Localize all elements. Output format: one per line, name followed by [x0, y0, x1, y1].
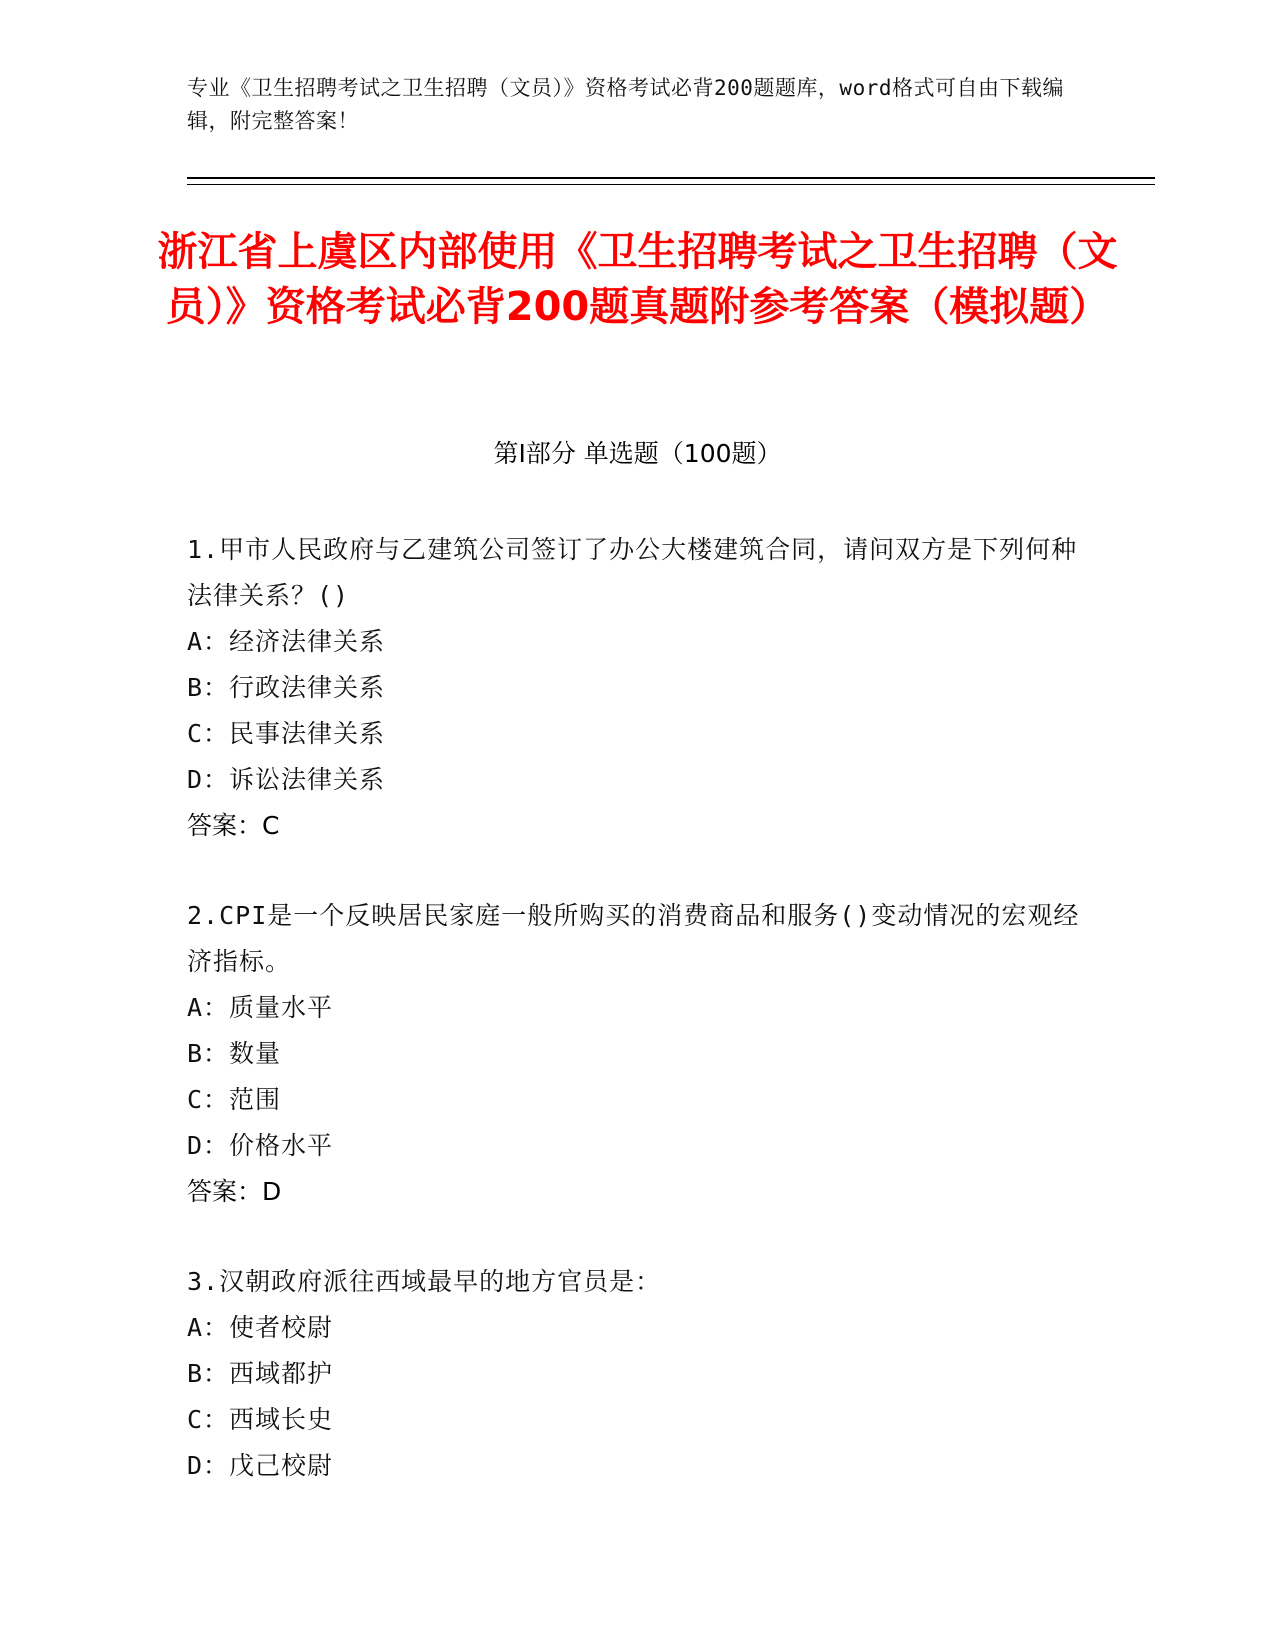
header-divider [187, 177, 1155, 179]
option-a: A：经济法律关系 [187, 627, 386, 656]
option-a: A：质量水平 [187, 993, 334, 1022]
option-b: B：数量 [187, 1039, 282, 1068]
question-stem: 3.汉朝政府派往西域最早的地方官员是： [187, 1267, 662, 1296]
option-b: B：行政法律关系 [187, 673, 386, 702]
answer: 答案：D [187, 1177, 282, 1206]
option-a: A：使者校尉 [187, 1313, 334, 1342]
question-1 [187, 527, 1087, 849]
option-d: D：戊己校尉 [187, 1451, 334, 1480]
answer: 答案：C [187, 811, 280, 840]
option-b: B：西域都护 [187, 1359, 334, 1388]
question-stem: 1.甲市人民政府与乙建筑公司签订了办公大楼建筑合同，请问双方是下列何种法律关系？() [187, 535, 1078, 610]
question-2 [187, 893, 1087, 1215]
option-c: C：西域长史 [187, 1405, 334, 1434]
header-note: 专业《卫生招聘考试之卫生招聘（文员）》资格考试必背200题题库，word格式可自由下载编辑，附完整答案！ [187, 76, 1064, 133]
header-divider-thin [187, 184, 1155, 185]
option-c: C：范围 [187, 1085, 282, 1114]
document-title: 浙江省上虞区内部使用《卫生招聘考试之卫生招聘（文员）》资格考试必背200题真题附参考答案（模拟题） [157, 229, 1118, 330]
question-3 [187, 1259, 1087, 1489]
question-stem: 2.CPI是一个反映居民家庭一般所购买的消费商品和服务()变动情况的宏观经济指标。 [187, 901, 1080, 976]
question-list [187, 527, 1087, 1533]
option-d: D：价格水平 [187, 1131, 334, 1160]
option-c: C：民事法律关系 [187, 719, 386, 748]
option-d: D：诉讼法律关系 [187, 765, 386, 794]
section-heading: 第Ⅰ部分 单选题（100题） [493, 439, 782, 468]
